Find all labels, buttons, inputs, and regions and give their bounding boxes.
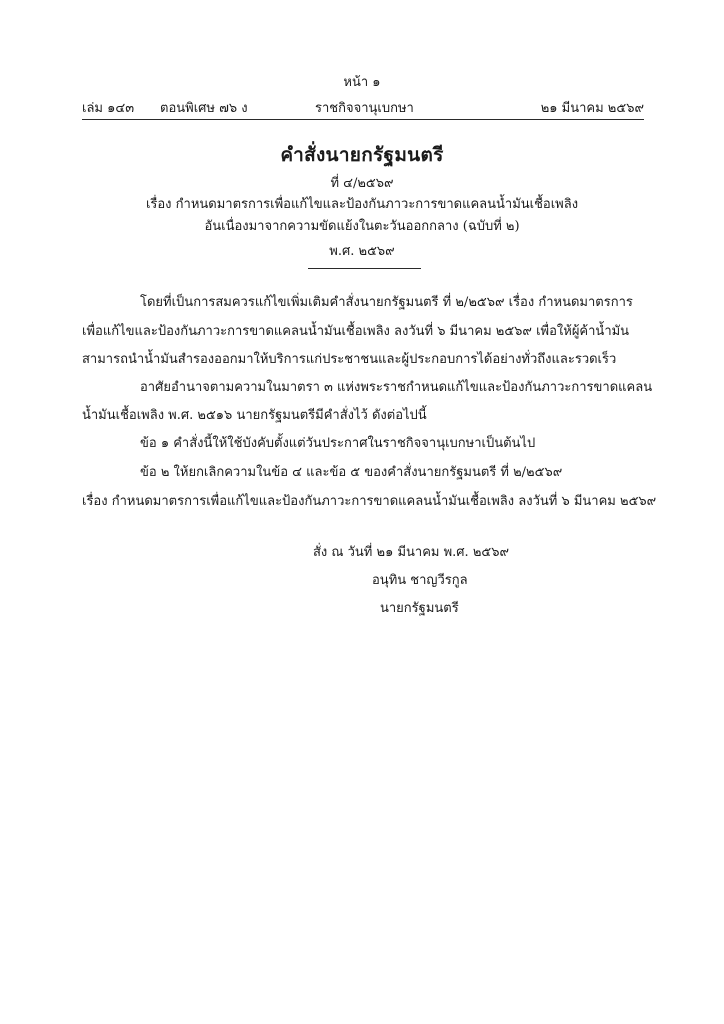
preamble-line: สามารถนำน้ำมันสำรองออกมาให้บริการแก่ประชาชนและผู้ประกอบการได้อย่างทั่วถึงและรวดเร็ว [82,352,617,367]
subject-line: เรื่อง กำหนดมาตรการเพื่อแก้ไขและป้องกันภาวะการขาดแคลนน้ำมันเชื้อเพลิง [145,197,579,212]
clause-2-line: เรื่อง กำหนดมาตรการเพื่อแก้ไขและป้องกันภาวะการขาดแคลนน้ำมันเชื้อเพลิง ลงวันที่ ๖ มีนาคม ๒๕๖๙ [82,494,657,509]
header-date: ๒๑ มีนาคม ๒๕๖๙ [540,101,644,116]
section-label: ตอนพิเศษ ๗๖ ง [160,101,248,116]
order-year: พ.ศ. ๒๕๖๙ [329,244,395,259]
gazette-header [82,97,644,119]
gazette-name: ราชกิจจานุเบกษา [315,101,414,116]
signatory-name: อนุทิน ชาญวีรกูล [372,573,468,588]
title-divider [308,268,421,269]
clause-1: ข้อ ๑ คำสั่งนี้ให้ใช้บังคับตั้งแต่วันประกาศในราชกิจจานุเบกษาเป็นต้นไป [140,436,536,451]
header-divider [82,119,644,120]
order-subject [0,194,724,238]
signatory-position: นายกรัฐมนตรี [380,601,459,616]
subject-line: อันเนื่องมาจากความขัดแย้งในตะวันออกกลาง (ฉบับที่ ๒) [204,219,520,234]
order-number: ที่ ๔/๒๕๖๙ [330,176,394,191]
authority-line: น้ำมันเชื้อเพลิง พ.ศ. ๒๕๑๖ นายกรัฐมนตรีมีคำสั่งไว้ ดังต่อไปนี้ [82,408,427,423]
page-number: หน้า ๑ [343,75,381,90]
clause-2-line: ข้อ ๒ ให้ยกเลิกความในข้อ ๔ และข้อ ๕ ของคำสั่งนายกรัฐมนตรี ที่ ๒/๒๕๖๙ [140,465,563,480]
signature-date: สั่ง ณ วันที่ ๒๑ มีนาคม พ.ศ. ๒๕๖๙ [313,545,510,560]
authority-line: อาศัยอำนาจตามความในมาตรา ๓ แห่งพระราชกำหนดแก้ไขและป้องกันภาวะการขาดแคลน [140,380,653,395]
volume-label: เล่ม ๑๔๓ [82,101,135,116]
preamble-line: เพื่อแก้ไขและป้องกันภาวะการขาดแคลนน้ำมันเชื้อเพลิง ลงวันที่ ๖ มีนาคม ๒๕๖๙ เพื่อให้ผู้ค้าน้ำมัน [82,324,630,339]
order-title: คำสั่งนายกรัฐมนตรี [280,144,444,166]
preamble-line: โดยที่เป็นการสมควรแก้ไขเพิ่มเติมคำสั่งนายกรัฐมนตรี ที่ ๒/๒๕๖๙ เรื่อง กำหนดมาตรการ [140,295,633,310]
